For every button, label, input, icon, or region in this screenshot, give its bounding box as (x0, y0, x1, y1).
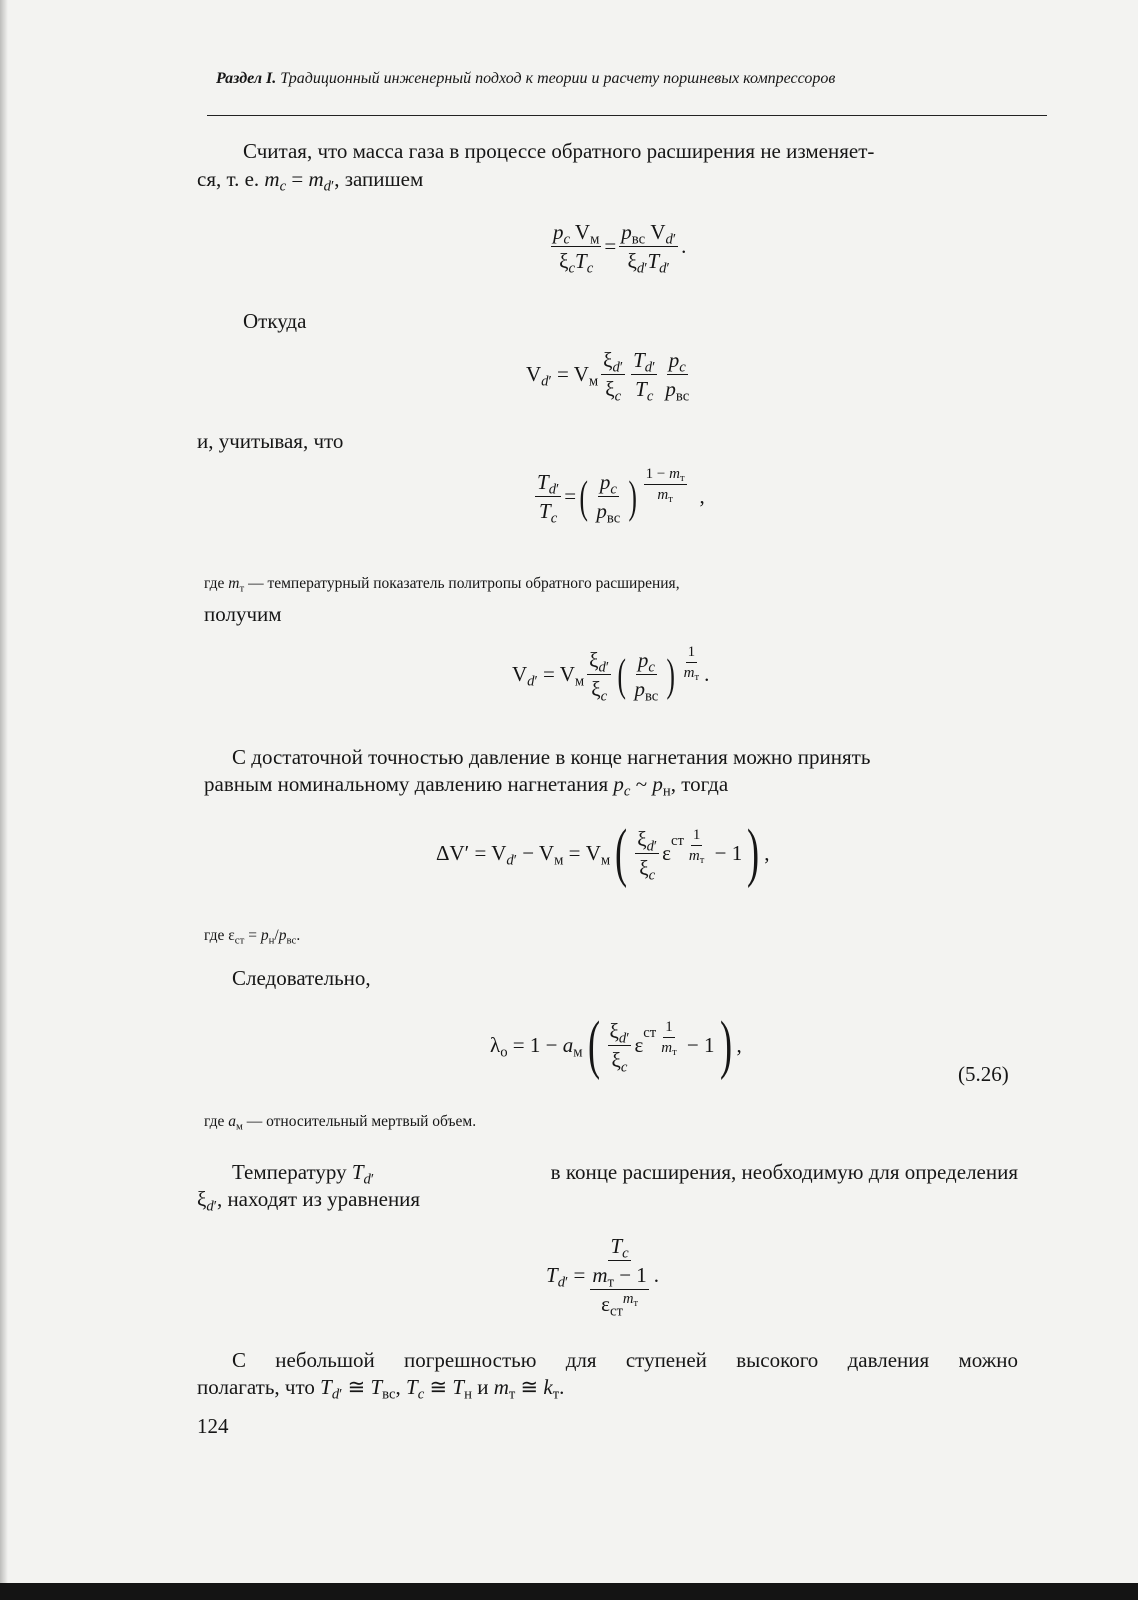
paragraph-4-line-2: полагать, что $T_{d'}$ ≅ $T_{вс}$, $T_c$ ≅ $T_н$ и $m_т$ ≅ $k_т$. (197, 1375, 565, 1403)
running-header (216, 70, 1016, 88)
definition-mt: где $m_т$ — температурный показатель политропы обратного расширения, (204, 575, 680, 595)
p3-text-mid: в конце расширения, необходимую для определения (550, 1160, 1018, 1184)
am-definition-text: — относительный мертвый объем. (246, 1113, 477, 1130)
paragraph-3-line-1: Температуру $T_{d'}$ в конце расширения, необходимую для определения (232, 1160, 1018, 1188)
gde-2: где (204, 927, 225, 944)
formula-td-prime: $T_{d'}$ = $T_c$ $m_т - 1$ $\varepsilon_{ст}^{m_т}$ . (546, 1234, 660, 1320)
word-otkuda: Откуда (243, 309, 307, 333)
scan-edge-bottom (0, 1583, 1138, 1600)
header-title: Традиционный инженерный подход к теории и расчету поршневых компрессоров (280, 70, 836, 87)
definition-am: где $a_м$ — относительный мертвый объем. (204, 1113, 477, 1133)
formula-vd-result: $V_{d'} = V_м$ $\xi_{d'}$ $\xi_c$ ( $p_c$ $p_{вс}$ ) 1 $m_т$ . (512, 644, 710, 705)
page-number: 124 (197, 1414, 229, 1438)
formula-temperature-ratio: $\frac{T_{d'}}{T_c}$ = ( $p_c$ $p_{вс}$ ) $1 - m_т$ $m_т$ , (537, 466, 705, 527)
paragraph-2-line-2: равным номинальному давлению нагнетания $p_c$ ~ $p_н$, тогда (204, 772, 729, 800)
paragraph-1-line-1: Считая, что масса газа в процессе обратного расширения не изменяет- (243, 139, 875, 163)
paragraph-1-line-2: ся, т. е. $m_c = m_{d'}$, запишем (197, 167, 424, 195)
p4-and: и (477, 1375, 489, 1399)
p2-text: равным номинальному давлению нагнетания (204, 772, 609, 796)
paragraph-4-line-1: С небольшой погрешностью для ступеней высокого давления можно (232, 1348, 1018, 1372)
equation-number: (5.26) (958, 1062, 1009, 1086)
gde-3: где (204, 1113, 225, 1130)
formula-delta-v: $\Delta V' = V_{d'} - V_м = V_м$ ( $\xi_{d'}$ $\xi_c$ ε ст 1 $m_т$ − 1 ) , (436, 816, 770, 889)
formula-lambda-o: $\lambda_о = 1 - a_м$ ( $\xi_{d'}$ $\xi_c$ ε ст 1 $m_т$ − 1 ) , (490, 1008, 742, 1081)
mt-definition-text: — температурный показатель политропы обратного расширения, (248, 575, 680, 592)
p4-text: полагать, что (197, 1375, 315, 1399)
definition-eps: где $\varepsilon_{ст} = p_н/p_{вс}$. (204, 927, 301, 947)
p3-text: Температуру (232, 1160, 347, 1184)
phrase-uchityvaya: и, учитывая, что (197, 429, 344, 453)
p1-text: ся, т. е. (197, 167, 260, 191)
formula-vd-expression: $V_{d'} = V_м$ $\xi_{d'}$ $\xi_c$ $T_{d'}$ $T_c$ $p_c$ $p_{вс}$ (526, 348, 690, 405)
word-sledovatelno: Следовательно, (232, 966, 371, 990)
gde-1: где (204, 575, 225, 592)
header-rule (207, 115, 1047, 116)
p3-text-end: , находят из уравнения (216, 1187, 421, 1211)
formula-gas-mass-balance: $p_c$ $V_м$ $\xi_cT_c$ = $p_{вс}$ $V_{d'}$ $\xi_{d'}T_{d'}$ . (553, 220, 687, 277)
paragraph-2-line-1: С достаточной точностью давление в конце нагнетания можно принять (232, 745, 871, 769)
p2-text-end: тогда (681, 772, 729, 796)
scan-shadow-left (0, 0, 8, 1600)
paragraph-3-line-2: $\xi_{d'}$, находят из уравнения (197, 1187, 421, 1215)
p1-text-end: запишем (344, 167, 424, 191)
header-section: Раздел I. (216, 70, 277, 87)
word-poluchim: получим (204, 602, 282, 626)
